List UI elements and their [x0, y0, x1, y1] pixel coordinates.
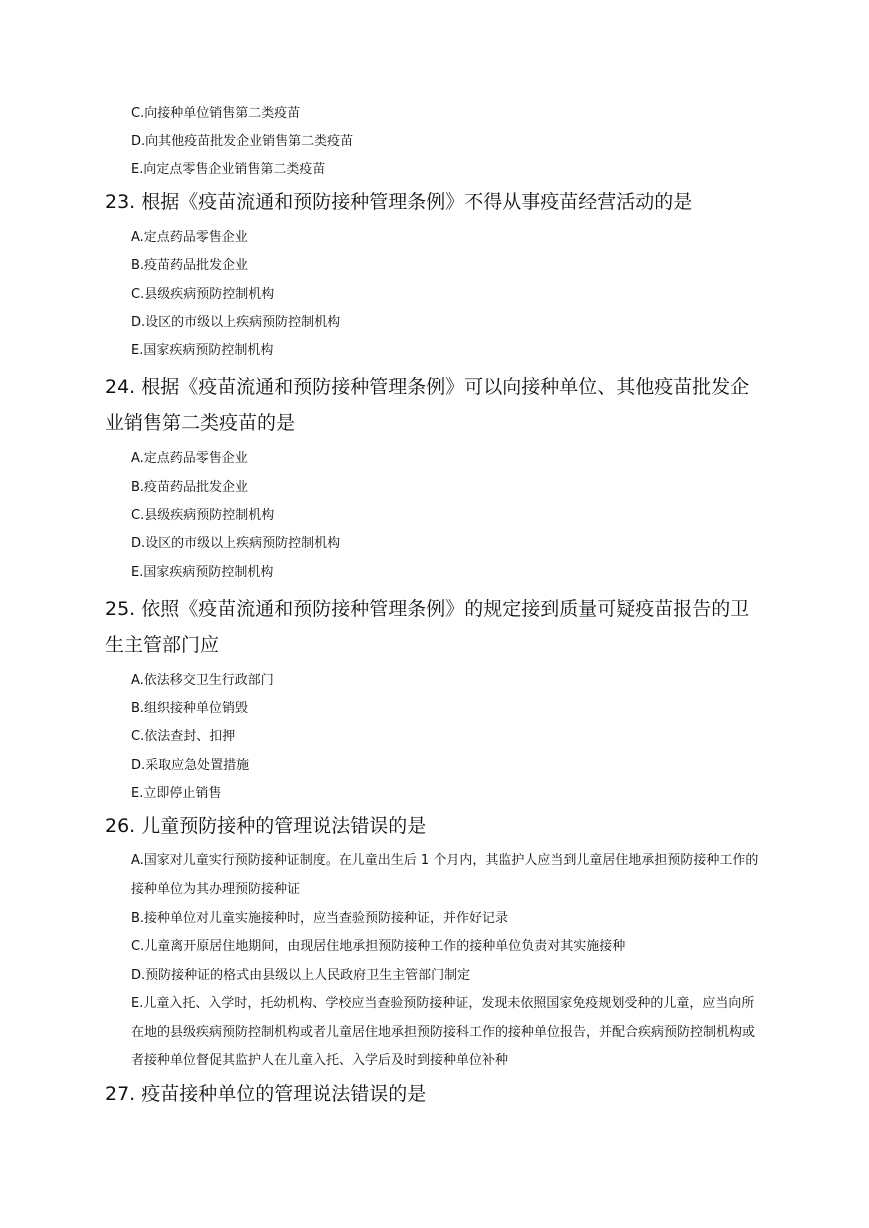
q25-option-d: D.采取应急处置措施	[131, 758, 250, 773]
q23-option-c: C.县级疾病预防控制机构	[131, 287, 275, 302]
q24-option-c: C.县级疾病预防控制机构	[131, 508, 275, 523]
q26-option-b: B.接种单位对儿童实施接种时，应当查验预防接种证，并作好记录	[131, 911, 509, 926]
q24-option-a: A.定点药品零售企业	[131, 451, 248, 466]
q27-stem: 27. 疫苗接种单位的管理说法错误的是	[105, 1083, 427, 1105]
q25-option-e: E.立即停止销售	[131, 786, 222, 801]
q24-option-b: B.疫苗药品批发企业	[131, 480, 249, 495]
q23-option-d: D.设区的市级以上疾病预防控制机构	[131, 315, 341, 330]
q22-option-e: E.向定点零售企业销售第二类疫苗	[131, 162, 326, 177]
q25-option-c: C.依法查封、扣押	[131, 729, 236, 744]
q26-option-a: A.国家对儿童实行预防接种证制度。在儿童出生后 1 个月内，其监护人应当到儿童居住地承担预防接种工作的接种单位为其办理预防接种证	[131, 853, 759, 897]
q22-option-d: D.向其他疫苗批发企业销售第二类疫苗	[131, 134, 354, 149]
q24-option-d: D.设区的市级以上疾病预防控制机构	[131, 536, 341, 551]
q23-option-e: E.国家疾病预防控制机构	[131, 343, 274, 358]
q26-option-c: C.儿童离开原居住地期间，由现居住地承担预防接种工作的接种单位负责对其实施接种	[131, 939, 626, 954]
q26-option-d: D.预防接种证的格式由县级以上人民政府卫生主管部门制定	[131, 968, 471, 983]
q24-option-e: E.国家疾病预防控制机构	[131, 565, 274, 580]
q25-option-b: B.组织接种单位销毁	[131, 701, 249, 716]
q25-option-a: A.依法移交卫生行政部门	[131, 673, 274, 688]
q23-option-b: B.疫苗药品批发企业	[131, 258, 249, 273]
q22-option-c: C.向接种单位销售第二类疫苗	[131, 106, 301, 121]
q25-stem: 25. 依照《疫苗流通和预防接种管理条例》的规定接到质量可疑疫苗报告的卫生主管部门应	[105, 598, 750, 656]
q23-stem: 23. 根据《疫苗流通和预防接种管理条例》不得从事疫苗经营活动的是	[105, 191, 693, 213]
q26-stem: 26. 儿童预防接种的管理说法错误的是	[105, 815, 427, 837]
q23-option-a: A.定点药品零售企业	[131, 230, 248, 245]
q24-stem: 24. 根据《疫苗流通和预防接种管理条例》可以向接种单位、其他疫苗批发企业销售第二类疫苗的是	[105, 376, 750, 434]
q26-option-e: E.儿童入托、入学时，托幼机构、学校应当查验预防接种证，发现未依照国家免疫规划受种的儿童，应当向所在地的县级疾病预防控制机构或者儿童居住地承担预防接科工作的接种单位报告，并配合疾病预防控制机构或者接种单位督促其监护人在儿童入托、入学后及时到接种单位补种	[131, 996, 756, 1068]
